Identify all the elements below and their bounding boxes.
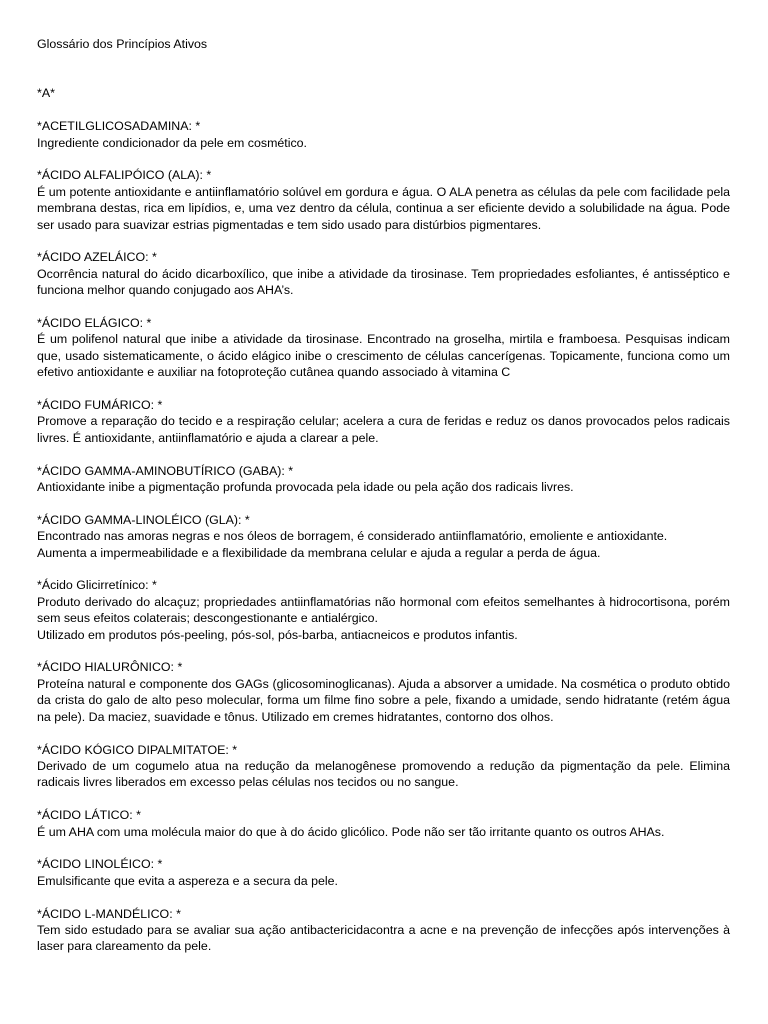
entry-term: *ÁCIDO LÁTICO: * bbox=[37, 808, 141, 823]
definition-paragraph: Encontrado nas amoras negras e nos óleos de borragem, é considerado antiinflamatório, emoliente e antioxidante. bbox=[37, 529, 668, 544]
entry-definition bbox=[37, 758, 730, 791]
entry-definition bbox=[37, 479, 730, 495]
glossary-entry bbox=[37, 463, 730, 496]
glossary-entry bbox=[37, 807, 730, 840]
definition-paragraph: É um polifenol natural que inibe a atividade da tirosinase. Encontrado na groselha, mirtila e framboesa. Pesquisas indicam que, usado sistematicamente, o ácido elágico inibe o crescimento de células cancerígenas. Topicamente, funciona como um efetivo antioxidante e auxiliar na fotoproteção cutânea quando associado à vitamina C bbox=[37, 332, 730, 380]
entry-term: *ÁCIDO LINOLÉICO: * bbox=[37, 857, 163, 872]
entry-definition bbox=[37, 266, 730, 299]
glossary-entry bbox=[37, 118, 730, 151]
definition-paragraph: Ingrediente condicionador da pele em cosmético. bbox=[37, 135, 308, 150]
entry-definition bbox=[37, 331, 730, 380]
entry-term: *ÁCIDO GAMMA-AMINOBUTÍRICO (GABA): * bbox=[37, 463, 294, 478]
entry-term: *ÁCIDO HIALURÔNICO: * bbox=[37, 660, 183, 675]
entry-term: *ÁCIDO ELÁGICO: * bbox=[37, 316, 152, 331]
entry-term: *ÁCIDO FUMÁRICO: * bbox=[37, 398, 163, 413]
glossary-entry bbox=[37, 249, 730, 298]
glossary-entry bbox=[37, 397, 730, 446]
definition-paragraph: Derivado de um cogumelo atua na redução da melanogênese promovendo a redução da pigmentação da pele. Elimina radicais livres liberados em excesso pelas células nos tecidos ou no sangue. bbox=[37, 758, 730, 790]
glossary-entry bbox=[37, 512, 730, 561]
definition-paragraph: Emulsificante que evita a aspereza e a secura da pele. bbox=[37, 873, 338, 888]
entry-definition bbox=[37, 184, 730, 233]
glossary-entry bbox=[37, 167, 730, 233]
entry-definition bbox=[37, 135, 730, 151]
entry-definition bbox=[37, 594, 730, 643]
definition-paragraph: Ocorrência natural do ácido dicarboxílico, que inibe a atividade da tirosinase. Tem propriedades esfoliantes, é antisséptico e funciona melhor quando conjugado aos AHA’s. bbox=[37, 266, 730, 298]
definition-paragraph: É um AHA com uma molécula maior do que à do ácido glicólico. Pode não ser tão irritante quanto os outros AHAs. bbox=[37, 824, 665, 839]
definition-paragraph: Utilizado em produtos pós-peeling, pós-sol, pós-barba, antiacneicos e produtos infantis. bbox=[37, 627, 518, 642]
definition-paragraph: Aumenta a impermeabilidade e a flexibilidade da membrana celular e ajuda a regular a perda de água. bbox=[37, 545, 601, 560]
entry-definition bbox=[37, 413, 730, 446]
entry-term: *ACETILGLICOSADAMINA: * bbox=[37, 119, 201, 134]
definition-paragraph: Tem sido estudado para se avaliar sua ação antibactericidacontra a acne e na prevenção de infecções após intervenções à laser para clareamento da pele. bbox=[37, 922, 730, 954]
definition-paragraph: Produto derivado do alcaçuz; propriedades antiinflamatórias não hormonal com efeitos semelhantes à hidrocortisona, porém sem seus efeitos colaterais; descongestionante e antialérgico. bbox=[37, 594, 730, 626]
entry-definition bbox=[37, 824, 730, 840]
entry-definition bbox=[37, 922, 730, 955]
section-letter-heading: *A* bbox=[37, 86, 55, 101]
entry-term: *ÁCIDO KÓGICO DIPALMITATOE: * bbox=[37, 742, 238, 757]
glossary-entry bbox=[37, 906, 730, 955]
glossary-entries bbox=[37, 118, 730, 955]
entry-term: *Ácido Glicirretínico: * bbox=[37, 578, 157, 593]
entry-term: *ÁCIDO ALFALIPÓICO (ALA): * bbox=[37, 168, 212, 183]
entry-definition bbox=[37, 676, 730, 725]
entry-definition bbox=[37, 528, 730, 561]
entry-term: *ÁCIDO L-MANDÉLICO: * bbox=[37, 906, 181, 921]
definition-paragraph: É um potente antioxidante e antiinflamatório solúvel em gordura e água. O ALA penetra as células da pele com facilidade pela membrana destas, rica em lipídios, e, uma vez dentro da célula, continua a ser eficiente devido a solubilidade na água. Pode ser usado para suavizar estrias pigmentadas e tem sido usado para distúrbios pigmentares. bbox=[37, 184, 730, 232]
definition-paragraph: Antioxidante inibe a pigmentação profunda provocada pela idade ou pela ação dos radicais livres. bbox=[37, 480, 574, 495]
glossary-entry bbox=[37, 315, 730, 381]
glossary-entry bbox=[37, 856, 730, 889]
document-title: Glossário dos Princípios Ativos bbox=[37, 37, 208, 51]
entry-term: *ÁCIDO GAMMA-LINOLÉICO (GLA): * bbox=[37, 512, 250, 527]
definition-paragraph: Promove a reparação do tecido e a respiração celular; acelera a cura de feridas e reduz os danos provocados pelos radicais livres. É antioxidante, antiinflamatório e ajuda a clarear a pele. bbox=[37, 414, 730, 445]
glossary-entry bbox=[37, 659, 730, 725]
entry-term: *ÁCIDO AZELÁICO: * bbox=[37, 250, 157, 265]
entry-definition bbox=[37, 873, 730, 889]
glossary-entry bbox=[37, 577, 730, 643]
glossary-entry bbox=[37, 742, 730, 791]
definition-paragraph: Proteína natural e componente dos GAGs (glicosominoglicanas). Ajuda a absorver a umidade. Na cosmética o produto obtido da crista do galo de alto peso molecular, forma um filme fino sobre a pele, fixando a umidade, sendo hidratante (retém água na pele). Da maciez, suavidade e tônus. Utilizado em cremes hidratantes, contorno dos olhos. bbox=[37, 676, 730, 724]
